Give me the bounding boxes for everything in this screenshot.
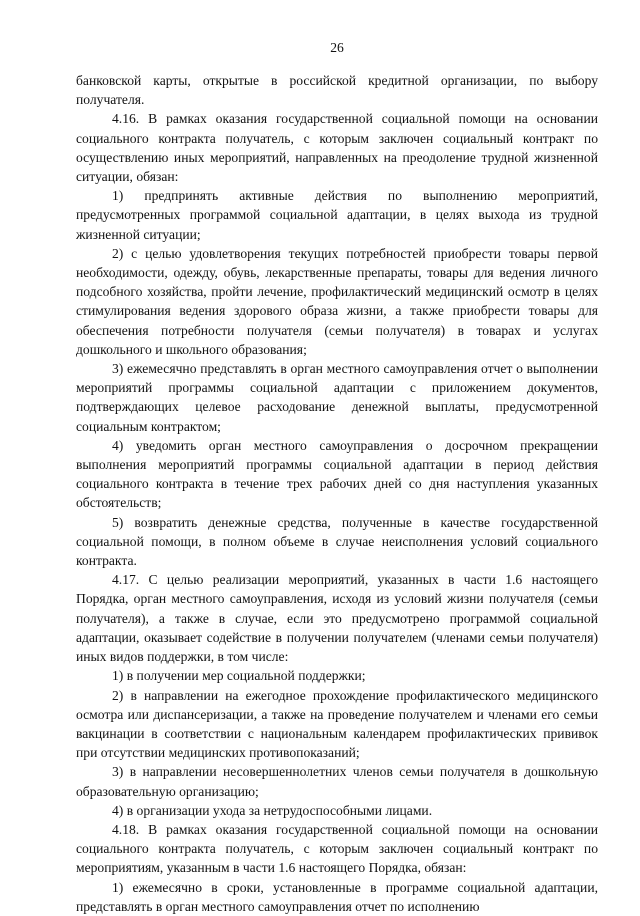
list-item-4-17-2: 2) в направлении на ежегодное прохождение профилактического медицинского осмотра или диспансеризации, а также на проведение получателем и членами его семьи вакцинации в соответствии с национальным календарем профилактических прививок при отсутствии медицинских противопоказаний; xyxy=(76,687,598,761)
list-item-4-16-2: 2) с целью удовлетворения текущих потребностей приобрести товары первой необходимости, одежду, обувь, лекарственные препараты, товары для ведения личного подсобного хозяйства, пройти лечение, профилактический медицинский осмотр в целях стимулирования ведения здорового образа жизни, а также приобрести товары для обеспечения потребности получателя (семьи получателя) в товарах и услугах дошкольного и школьного образования; xyxy=(76,245,598,357)
list-item-4-16-3: 3) ежемесячно представлять в орган местного самоуправления отчет о выполнении мероприятий программы социальной адаптации с приложением документов, подтверждающих целевое расходование денежной выплаты, предусмотренной социальным контрактом; xyxy=(76,361,598,434)
list-item-4-17-3: 3) в направлении несовершеннолетних членов семьи получателя в дошкольную образовательную организацию; xyxy=(76,764,598,799)
paragraph-4-16: 4.16. В рамках оказания государственной социальной помощи на основании социального контракта получатель, с которым заключен социальный контракт по осуществлению иных мероприятий, направленных на преодоление трудной жизненной ситуации, обязан: xyxy=(76,111,598,185)
page-number: 26 xyxy=(330,40,344,55)
paragraph-4-18: 4.18. В рамках оказания государственной социальной помощи на основании социального контракта получатель, с которым заключен социальный контракт по мероприятиям, указанным в части 1.6 настоящего Порядка, обязан: xyxy=(76,821,598,876)
document-body xyxy=(76,71,598,916)
paragraph-4-17: 4.17. С целью реализации мероприятий, указанных в части 1.6 настоящего Порядка, орган местного самоуправления, исходя из условий жизни получателя (семьи получателя), а также в случае, если это предусмотрено программой социальной адаптации, оказывает содействие в получении получателем (членами семьи получателя) иных видов поддержки, в том числе: xyxy=(76,572,598,665)
list-item-4-17-4: 4) в организации ухода за нетрудоспособными лицами. xyxy=(112,802,433,818)
list-item-4-16-1: 1) предпринять активные действия по выполнению мероприятий, предусмотренных программой социальной адаптации, в целях выхода из трудной жизненной ситуации; xyxy=(76,188,598,242)
paragraph-continuation: банковской карты, открытые в российской кредитной организации, по выбору получателя. xyxy=(76,73,598,108)
list-item-4-16-5: 5) возвратить денежные средства, полученные в качестве государственной социальной помощи, в полном объеме в случае неисполнения условий социального контракта. xyxy=(76,514,598,569)
list-item-4-17-1: 1) в получении мер социальной поддержки; xyxy=(112,668,366,684)
list-item-4-16-4: 4) уведомить орган местного самоуправления о досрочном прекращении выполнения мероприятий программы социальной адаптации в период действия социального контракта в течение трех рабочих дней со дня наступления указанных обстоятельств; xyxy=(76,437,598,511)
list-item-4-18-1: 1) ежемесячно в сроки, установленные в программе социальной адаптации, представлять в орган местного самоуправления отчет по исполнению xyxy=(76,879,598,914)
